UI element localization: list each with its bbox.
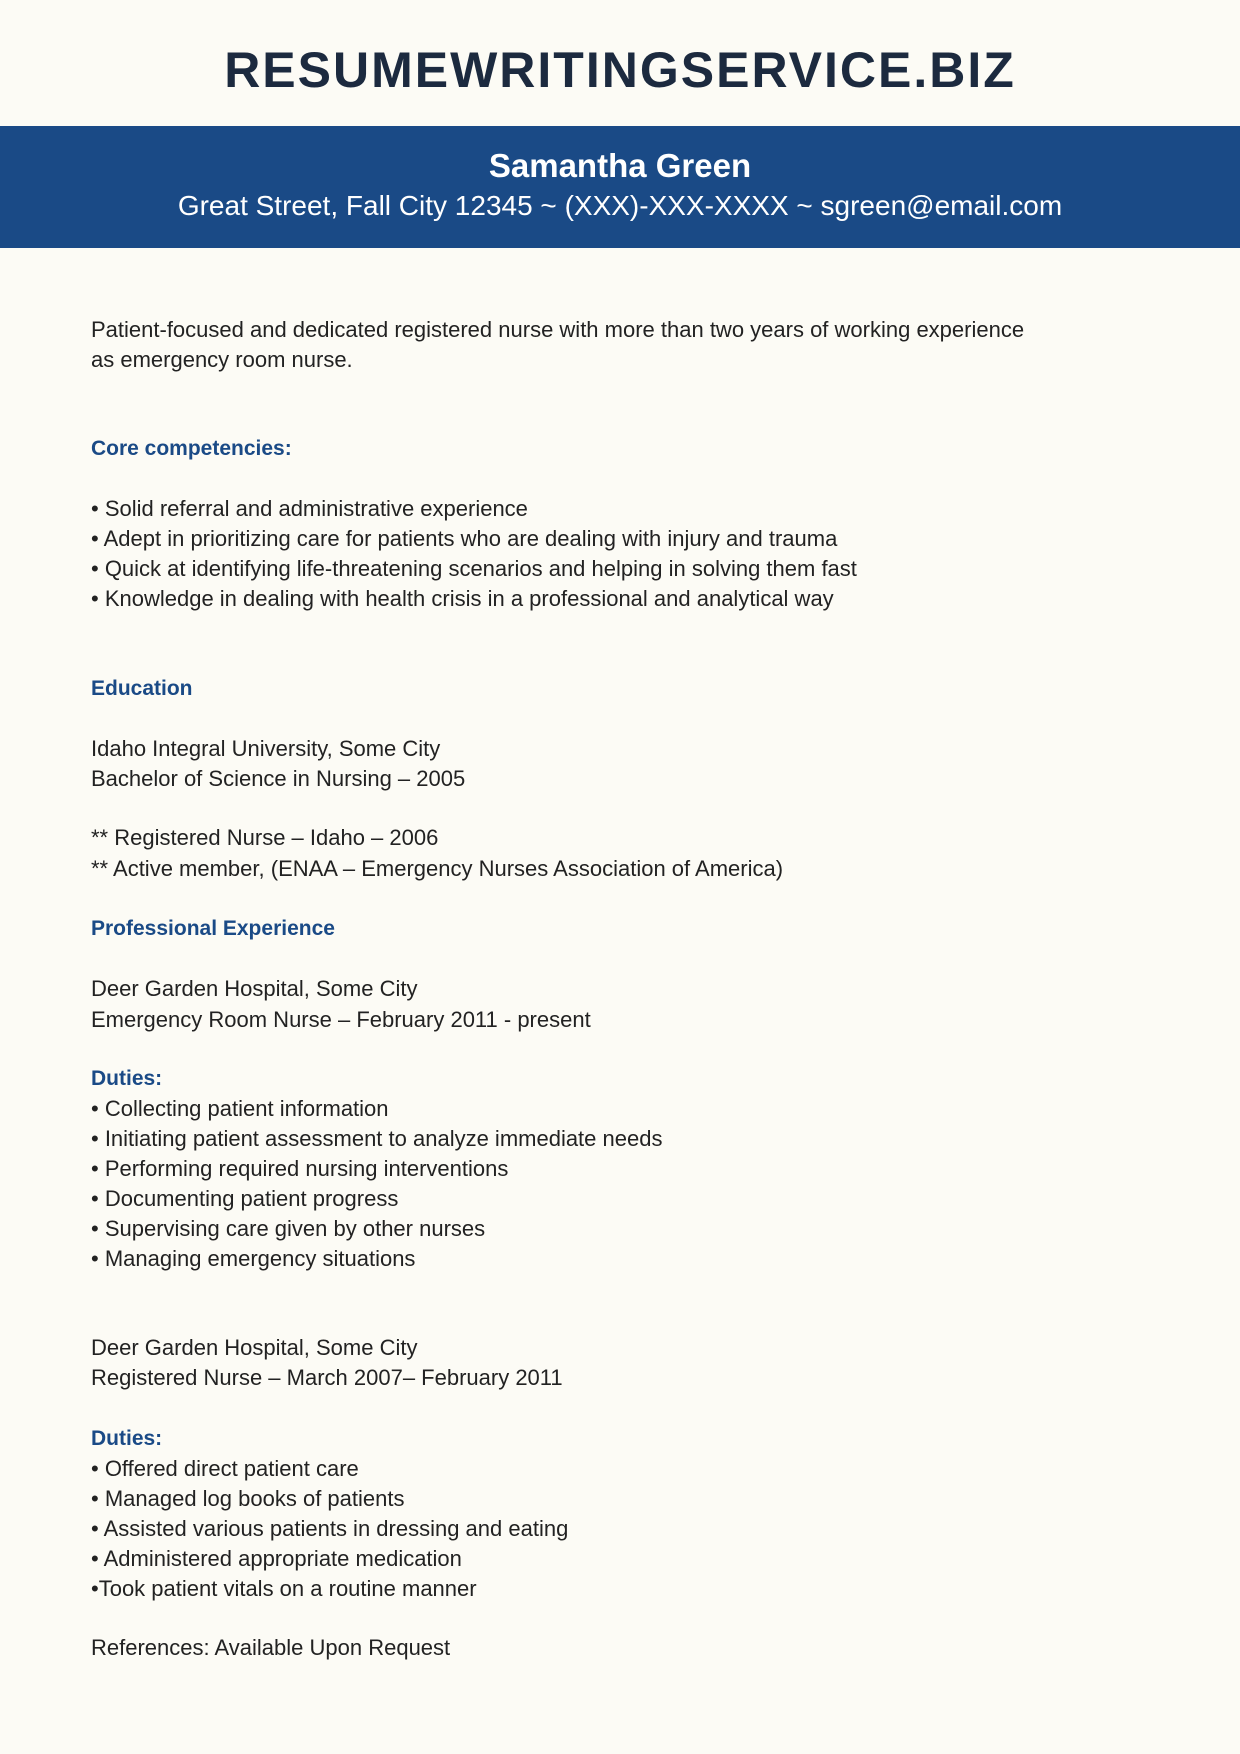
core-item: • Adept in prioritizing care for patients who are dealing with injury and trauma — [91, 526, 838, 551]
employer: Deer Garden Hospital, Some City — [91, 976, 418, 1001]
education-extra: ** Active member, (ENAA – Emergency Nurses Association of America) — [91, 856, 784, 881]
contact-info: Great Street, Fall City 12345 ~ (XXX)-XXX-XXXX ~ sgreen@email.com — [177, 190, 1063, 221]
employer: Deer Garden Hospital, Some City — [91, 1335, 418, 1360]
core-item: • Knowledge in dealing with health crisis in a professional and analytical way — [91, 586, 834, 611]
degree: Bachelor of Science in Nursing – 2005 — [91, 766, 466, 791]
duty-item: • Collecting patient information — [91, 1096, 389, 1121]
duty-item: • Managed log books of patients — [91, 1486, 405, 1511]
references: References: Available Upon Request — [91, 1635, 451, 1660]
duty-item: • Managing emergency situations — [91, 1246, 416, 1271]
summary-line: as emergency room nurse. — [91, 347, 353, 372]
education-heading: Education — [91, 677, 193, 700]
duty-item: • Initiating patient assessment to analyze immediate needs — [91, 1126, 663, 1151]
duty-item: • Performing required nursing interventions — [91, 1156, 509, 1181]
duties-heading: Duties: — [91, 1067, 163, 1090]
duty-item: •Took patient vitals on a routine manner — [91, 1576, 477, 1601]
job-title: Emergency Room Nurse – February 2011 - present — [91, 1007, 591, 1032]
duty-item: • Supervising care given by other nurses — [91, 1216, 486, 1241]
header-band — [0, 126, 1240, 248]
education-extra: ** Registered Nurse – Idaho – 2006 — [91, 825, 439, 850]
school: Idaho Integral University, Some City — [91, 736, 441, 761]
experience-heading: Professional Experience — [91, 917, 335, 940]
summary-line: Patient-focused and dedicated registered nurse with more than two years of working experience — [91, 317, 1025, 342]
core-heading: Core competencies: — [91, 437, 292, 460]
duties-heading: Duties: — [91, 1427, 163, 1450]
candidate-name: Samantha Green — [488, 147, 752, 184]
core-item: • Solid referral and administrative experience — [91, 496, 528, 521]
duty-item: • Assisted various patients in dressing and eating — [91, 1516, 569, 1541]
core-item: • Quick at identifying life-threatening scenarios and helping in solving them fast — [91, 556, 857, 581]
duty-item: • Administered appropriate medication — [91, 1546, 462, 1571]
job-title: Registered Nurse – March 2007– February 2011 — [91, 1365, 563, 1390]
site-logo: RESUMEWRITINGSERVICE.BIZ — [224, 42, 1016, 98]
duty-item: • Documenting patient progress — [91, 1186, 399, 1211]
duty-item: • Offered direct patient care — [91, 1456, 359, 1481]
